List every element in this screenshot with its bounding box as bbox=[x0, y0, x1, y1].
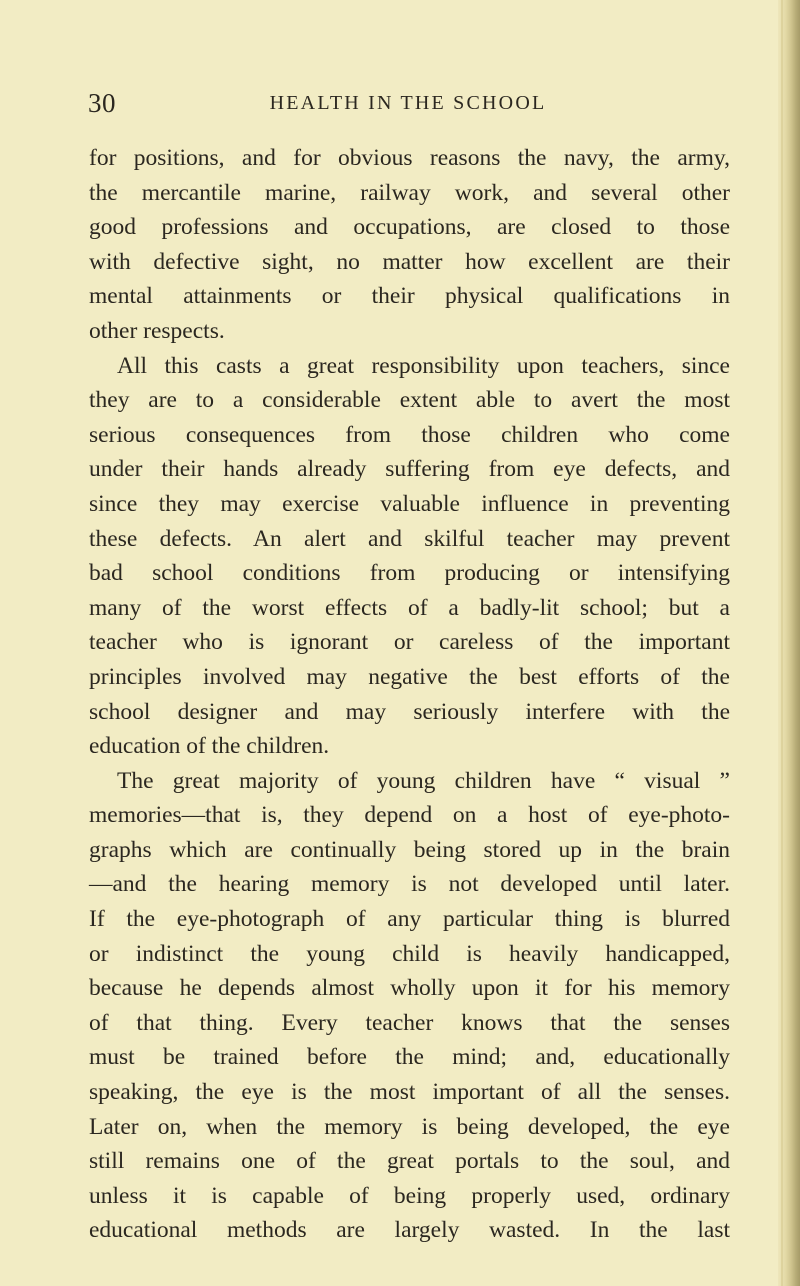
text-line: many of the worst effects of a badly-lit school; but a bbox=[89, 594, 730, 621]
text-line: teacher who is ignorant or careless of the important bbox=[89, 629, 730, 656]
text-line: with defective sight, no matter how excellent are their bbox=[89, 248, 730, 275]
text-line: graphs which are continually being stored up in the brain bbox=[89, 836, 730, 863]
text-line: speaking, the eye is the most important of all the senses. bbox=[89, 1079, 730, 1106]
text-line: under their hands already suffering from eye defects, and bbox=[89, 456, 730, 483]
text-line: memories—that is, they depend on a host of eye-photo- bbox=[89, 802, 730, 829]
text-line: school designer and may seriously interfere with the bbox=[89, 698, 730, 725]
text-line: —and the hearing memory is not developed until later. bbox=[89, 871, 730, 898]
text-line: mental attainments or their physical qualifications in bbox=[89, 283, 730, 310]
text-line: they are to a considerable extent able to avert the most bbox=[89, 387, 730, 414]
paragraph-start-line: The great majority of young children have “ visual ” bbox=[117, 767, 730, 794]
text-line: If the eye-photograph of any particular thing is blurred bbox=[89, 906, 730, 933]
text-line: other respects. bbox=[89, 317, 225, 344]
text-line: still remains one of the great portals to the soul, and bbox=[89, 1148, 730, 1175]
page-edge-shadow bbox=[778, 0, 800, 1286]
page-number: 30 bbox=[88, 88, 116, 118]
text-line: Later on, when the memory is being developed, the eye bbox=[89, 1113, 730, 1140]
text-line: of that thing. Every teacher knows that the senses bbox=[89, 1009, 730, 1036]
body-text bbox=[89, 141, 730, 1248]
text-line: serious consequences from those children who come bbox=[89, 421, 730, 448]
paragraph-start-line: All this casts a great responsibility upon teachers, since bbox=[117, 352, 730, 379]
text-line: these defects. An alert and skilful teacher may prevent bbox=[89, 525, 730, 552]
text-line: good professions and occupations, are closed to those bbox=[89, 214, 730, 241]
text-line: the mercantile marine, railway work, and several other bbox=[89, 179, 730, 206]
text-line: bad school conditions from producing or intensifying bbox=[89, 560, 730, 587]
text-line: or indistinct the young child is heavily handicapped, bbox=[89, 940, 730, 967]
running-head bbox=[88, 86, 728, 122]
text-line: since they may exercise valuable influence in preventing bbox=[89, 490, 730, 517]
text-line: must be trained before the mind; and, educationally bbox=[89, 1044, 730, 1071]
text-line: because he depends almost wholly upon it for his memory bbox=[89, 975, 730, 1002]
text-line: principles involved may negative the best efforts of the bbox=[89, 663, 730, 690]
text-line: educational methods are largely wasted. In the last bbox=[89, 1217, 730, 1244]
text-line: unless it is capable of being properly used, ordinary bbox=[89, 1182, 730, 1209]
text-line: for positions, and for obvious reasons the navy, the army, bbox=[89, 145, 730, 171]
running-title: HEALTH IN THE SCHOOL bbox=[269, 92, 547, 114]
text-line: education of the children. bbox=[89, 733, 330, 760]
